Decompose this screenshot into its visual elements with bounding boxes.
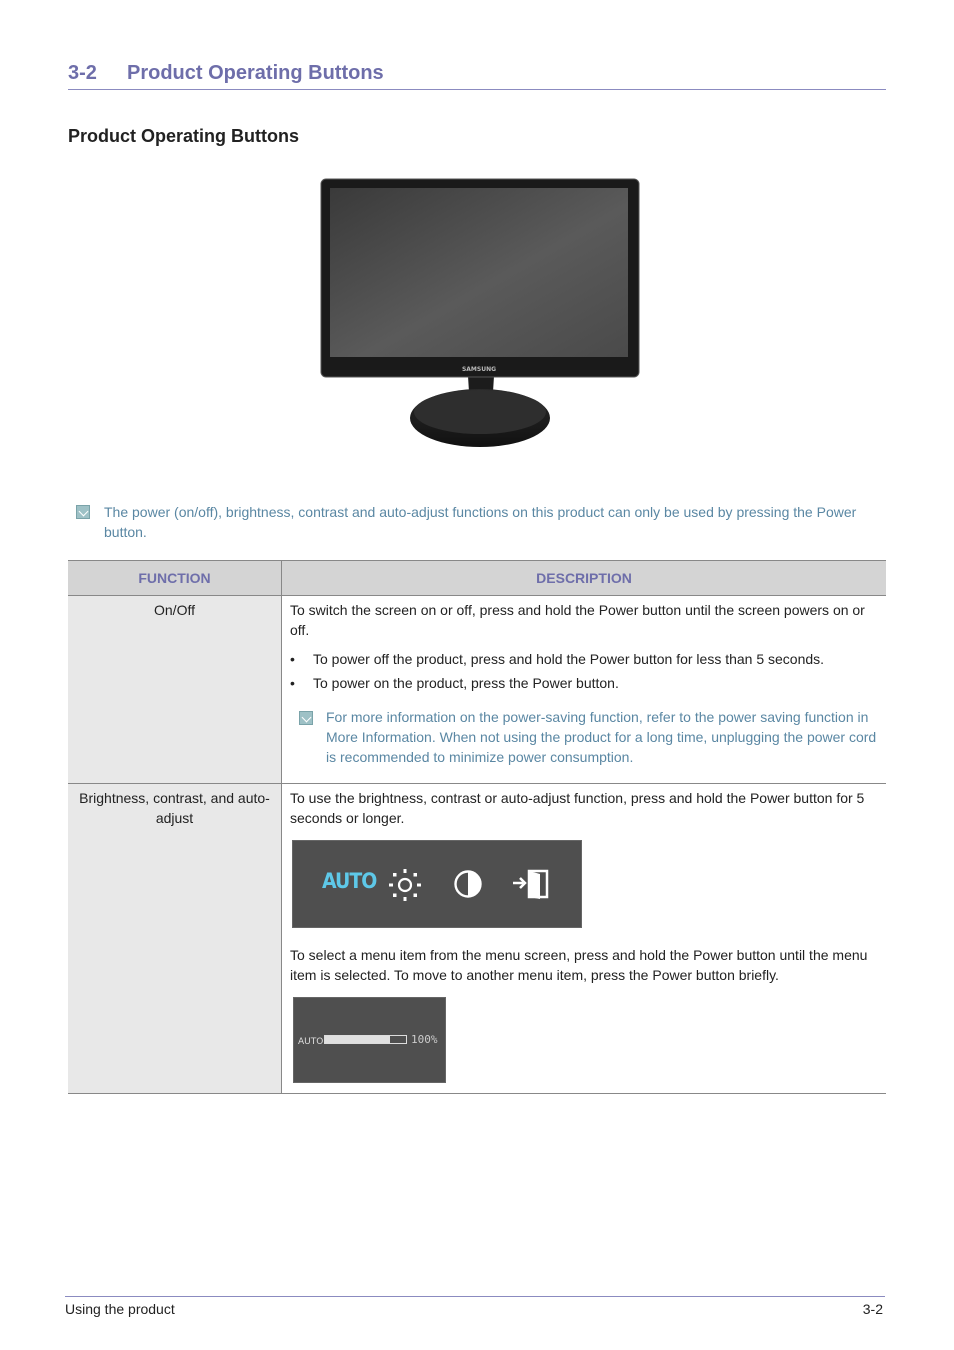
header-description: DESCRIPTION <box>282 561 887 596</box>
header-function: FUNCTION <box>68 561 282 596</box>
subheading: Product Operating Buttons <box>68 126 299 146</box>
table-header-row <box>68 561 886 596</box>
function-brightness-contrast: Brightness, contrast, and auto-adjust <box>68 784 282 1094</box>
function-table <box>68 560 886 1094</box>
progress-fill <box>325 1036 390 1043</box>
function-on-off: On/Off <box>68 596 282 784</box>
exit-icon <box>511 868 551 902</box>
description-text: To switch the screen on or off, press and hold the Power button until the screen powers on or off. <box>290 602 865 638</box>
note-icon <box>299 711 313 725</box>
description-text: To use the brightness, contrast or auto-adjust function, press and hold the Power button for 5 seconds or longer. <box>290 790 865 826</box>
monitor-illustration <box>318 176 644 452</box>
list-item: • To power off the product, press and hold the Power button for less than 5 seconds. <box>290 649 878 669</box>
top-note-text: The power (on/off), brightness, contrast and auto-adjust functions on this product can only be used by pressing the Power button. <box>104 504 857 540</box>
table-row <box>68 596 886 784</box>
section-header <box>68 62 886 90</box>
osd-auto-label: AUTO <box>322 869 377 893</box>
note-icon <box>76 505 90 519</box>
list-item: • To power on the product, press the Power button. <box>290 673 878 693</box>
page-number: 3-2 <box>862 1301 883 1317</box>
progress-bar <box>324 1035 407 1044</box>
section-title: Product Operating Buttons <box>127 62 384 84</box>
osd-progress-screen <box>293 997 446 1083</box>
description-on-off <box>282 596 887 784</box>
contrast-icon <box>453 869 483 899</box>
progress-label: AUTO <box>298 1037 324 1047</box>
power-saving-note-text: For more information on the power-saving function, refer to the power saving function in More Information. When not using the product for a long time, unplugging the power cord is recommended to minimize power consumption. <box>326 709 877 765</box>
footer-chapter: Using the product <box>65 1301 175 1317</box>
top-note <box>76 502 884 542</box>
page-footer <box>65 1296 885 1317</box>
brightness-icon <box>388 868 422 902</box>
power-saving-note <box>290 707 878 767</box>
table-row <box>68 784 886 1094</box>
section-number: 3-2 <box>68 62 97 84</box>
description-brightness-contrast <box>282 784 887 1094</box>
description-text-2: To select a menu item from the menu screen, press and hold the Power button until the menu item is selected. To move to another menu item, press the Power button briefly. <box>290 947 868 983</box>
monitor-brand: SAMSUNG <box>461 366 497 373</box>
osd-menu-screen <box>292 840 582 928</box>
progress-percent: 100% <box>411 1033 438 1046</box>
bullet-list <box>290 649 878 693</box>
